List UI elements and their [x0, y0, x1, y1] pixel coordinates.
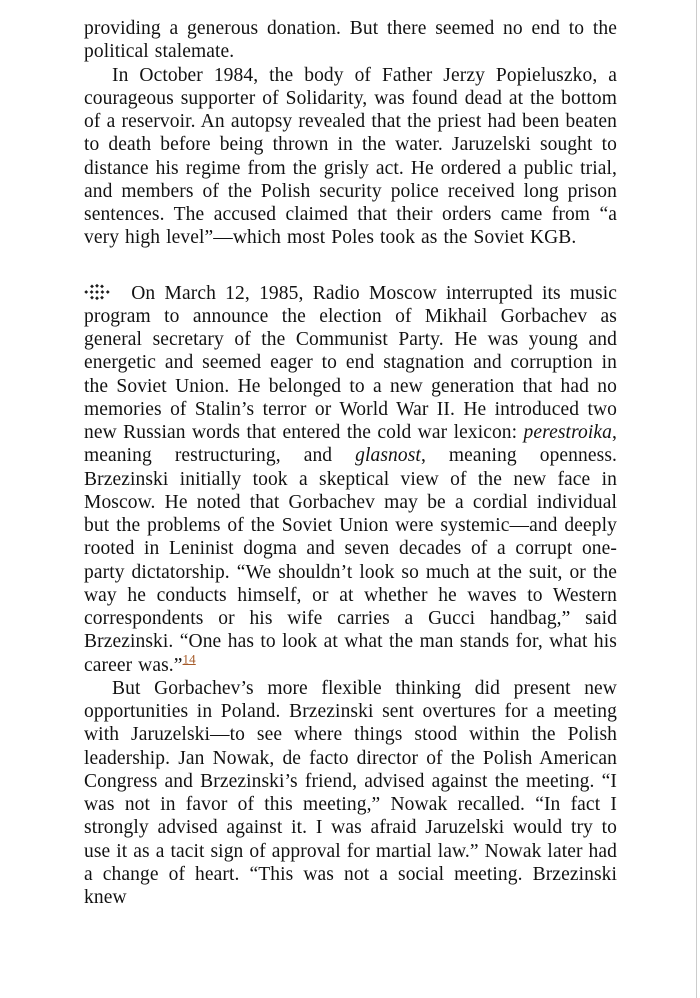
body-text: , meaning openness. Brzezinski initially took a skeptical view of the new face in Moscow. He noted that Gorbachev may be a cordial individual but the problems of the Soviet Union were systemic—and deeply rooted in Leninist dogma and seven decades of a corrupt one-party dictatorship. “We shouldn’t look so much at the suit, or the way he conducts himself, or at whether he waves to Western correspondents or his wife carries a Gucci handbag,” said Brzezinski. “One has to look at what the man stands for, what his career was.”	[84, 445, 617, 676]
paragraph	[84, 64, 617, 250]
footnote-superscript	[183, 651, 196, 666]
italic-term: glasnost	[355, 445, 421, 467]
body-text: But Gorbachev’s more flexible thinking did present new opportunities in Poland. Brzezinski sent overtures for a meeting with Jaruzelski—to see where things stood within the Polish leadership. Jan Nowak, de facto director of the Polish American Congress and Brzezinski’s friend, advised against the meeting. “I was not in favor of this meeting,” Nowak recalled. “In fact I strongly advised against it. I was afraid Jaruzelski would try to use it as a tacit sign of approval for martial law.” Nowak later had a change of heart. “This was not a social meeting. Brzezinski knew	[84, 677, 617, 908]
paragraph	[84, 282, 617, 677]
footnote-link[interactable]: 14	[182, 651, 196, 666]
body-text: providing a generous donation. But there seemed no end to the political stalemate.	[84, 18, 617, 63]
paragraph	[84, 677, 617, 910]
paragraph	[84, 17, 617, 64]
body-text: In October 1984, the body of Father Jerzy Popieluszko, a courageous supporter of Solidarity, was found dead at the bottom of a reservoir. An autopsy revealed that the priest had been beaten to death before being thrown in the water. Jaruzelski sought to distance his regime from the grisly act. He ordered a public trial, and members of the Polish security police received long prison sentences. The accused claimed that their orders came from “a very high level”—which most Poles took as the Soviet KGB.	[84, 64, 617, 249]
body-text: On March 12, 1985, Radio Moscow interrupted its music program to announce the election of Mikhail Gorbachev as general secretary of the Communist Party. He was young and energetic and seemed eager to end stagnation and corruption in the Soviet Union. He belonged to a new generation that had no memories of Stalin’s terror or World War II. He introduced two new Russian words that entered the cold war lexicon:	[84, 282, 617, 443]
italic-term: perestroika	[523, 422, 613, 443]
page-text	[84, 17, 617, 909]
body-text: , meaning restructuring, and	[84, 422, 617, 467]
window-edge-line	[696, 0, 697, 998]
section-break-ornament-icon	[84, 283, 110, 301]
